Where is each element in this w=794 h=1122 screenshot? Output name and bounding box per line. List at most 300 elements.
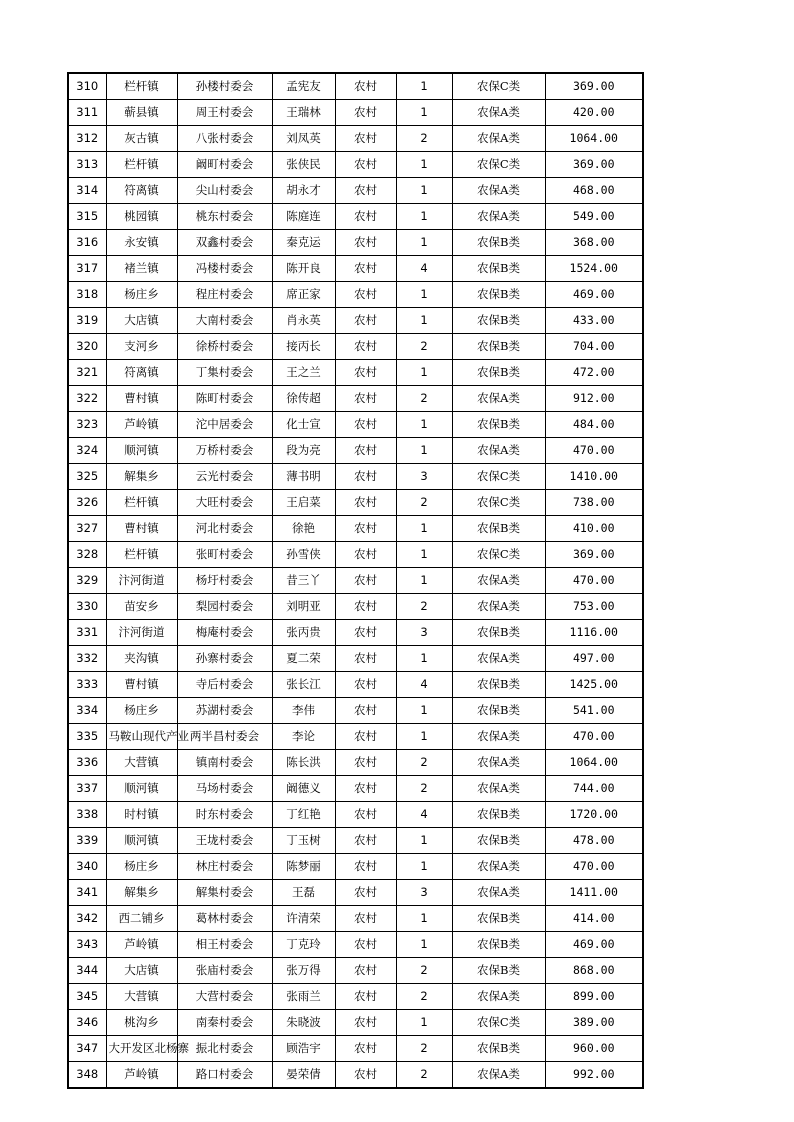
area-type-cell: 农村 (335, 308, 396, 334)
person-name-cell: 席正家 (272, 282, 335, 308)
person-name-cell: 阚德义 (272, 776, 335, 802)
table-row (68, 854, 643, 880)
area-type-cell: 农村 (335, 1036, 396, 1062)
town-cell: 大店镇 (106, 958, 177, 984)
household-count-cell: 4 (396, 672, 452, 698)
village-committee-cell: 林庄村委会 (177, 854, 272, 880)
village-committee-cell: 周王村委会 (177, 100, 272, 126)
person-name-cell: 段为亮 (272, 438, 335, 464)
amount-cell: 410.00 (545, 516, 643, 542)
table-row (68, 672, 643, 698)
insurance-category-cell: 农保A类 (452, 204, 545, 230)
village-committee-cell: 苏湖村委会 (177, 698, 272, 724)
table-row (68, 932, 643, 958)
area-type-cell: 农村 (335, 698, 396, 724)
amount-cell: 549.00 (545, 204, 643, 230)
area-type-cell: 农村 (335, 204, 396, 230)
amount-cell: 868.00 (545, 958, 643, 984)
insurance-category-cell: 农保B类 (452, 230, 545, 256)
table-row (68, 412, 643, 438)
insurance-category-cell: 农保A类 (452, 126, 545, 152)
insurance-category-cell: 农保B类 (452, 958, 545, 984)
household-count-cell: 2 (396, 1036, 452, 1062)
area-type-cell: 农村 (335, 256, 396, 282)
insurance-category-cell: 农保A类 (452, 776, 545, 802)
insurance-category-cell: 农保A类 (452, 880, 545, 906)
area-type-cell: 农村 (335, 178, 396, 204)
person-name-cell: 王磊 (272, 880, 335, 906)
row-number-cell: 329 (68, 568, 106, 594)
table-row (68, 334, 643, 360)
village-committee-cell: 时东村委会 (177, 802, 272, 828)
household-count-cell: 1 (396, 542, 452, 568)
village-committee-cell: 解集村委会 (177, 880, 272, 906)
table-row (68, 490, 643, 516)
table-row (68, 802, 643, 828)
amount-cell: 497.00 (545, 646, 643, 672)
amount-cell: 1116.00 (545, 620, 643, 646)
village-committee-cell: 河北村委会 (177, 516, 272, 542)
table-row (68, 698, 643, 724)
area-type-cell: 农村 (335, 672, 396, 698)
person-name-cell: 李论 (272, 724, 335, 750)
area-type-cell: 农村 (335, 646, 396, 672)
village-committee-cell: 徐桥村委会 (177, 334, 272, 360)
village-committee-cell: 桃东村委会 (177, 204, 272, 230)
household-count-cell: 1 (396, 906, 452, 932)
insurance-category-cell: 农保A类 (452, 438, 545, 464)
amount-cell: 753.00 (545, 594, 643, 620)
row-number-cell: 314 (68, 178, 106, 204)
area-type-cell: 农村 (335, 880, 396, 906)
amount-cell: 470.00 (545, 568, 643, 594)
town-cell: 马鞍山现代产业 (106, 724, 177, 750)
area-type-cell: 农村 (335, 282, 396, 308)
household-count-cell: 4 (396, 802, 452, 828)
village-committee-cell: 尖山村委会 (177, 178, 272, 204)
town-cell: 顺河镇 (106, 776, 177, 802)
person-name-cell: 陈庭连 (272, 204, 335, 230)
area-type-cell: 农村 (335, 958, 396, 984)
row-number-cell: 324 (68, 438, 106, 464)
table-row (68, 776, 643, 802)
table-row (68, 1010, 643, 1036)
table-row (68, 724, 643, 750)
insurance-category-cell: 农保A类 (452, 568, 545, 594)
household-count-cell: 4 (396, 256, 452, 282)
town-cell: 芦岭镇 (106, 932, 177, 958)
village-committee-cell: 云光村委会 (177, 464, 272, 490)
household-count-cell: 1 (396, 438, 452, 464)
amount-cell: 469.00 (545, 282, 643, 308)
town-cell: 栏杆镇 (106, 542, 177, 568)
table-row (68, 646, 643, 672)
amount-cell: 433.00 (545, 308, 643, 334)
row-number-cell: 330 (68, 594, 106, 620)
household-count-cell: 1 (396, 204, 452, 230)
person-name-cell: 刘凤英 (272, 126, 335, 152)
household-count-cell: 1 (396, 100, 452, 126)
household-count-cell: 1 (396, 516, 452, 542)
household-count-cell: 3 (396, 880, 452, 906)
person-name-cell: 张长江 (272, 672, 335, 698)
person-name-cell: 孟宪友 (272, 73, 335, 100)
person-name-cell: 接丙长 (272, 334, 335, 360)
household-count-cell: 1 (396, 282, 452, 308)
table-row (68, 464, 643, 490)
table-row (68, 178, 643, 204)
area-type-cell: 农村 (335, 932, 396, 958)
area-type-cell: 农村 (335, 100, 396, 126)
table-row (68, 620, 643, 646)
village-committee-cell: 陈町村委会 (177, 386, 272, 412)
household-count-cell: 1 (396, 568, 452, 594)
table-row (68, 438, 643, 464)
insurance-category-cell: 农保C类 (452, 152, 545, 178)
amount-cell: 468.00 (545, 178, 643, 204)
household-count-cell: 2 (396, 984, 452, 1010)
insurance-category-cell: 农保C类 (452, 464, 545, 490)
insurance-category-cell: 农保A类 (452, 1062, 545, 1089)
table-row (68, 73, 643, 100)
person-name-cell: 丁红艳 (272, 802, 335, 828)
person-name-cell: 胡永才 (272, 178, 335, 204)
amount-cell: 960.00 (545, 1036, 643, 1062)
table-row (68, 594, 643, 620)
amount-cell: 1720.00 (545, 802, 643, 828)
town-cell: 杨庄乡 (106, 282, 177, 308)
area-type-cell: 农村 (335, 1062, 396, 1089)
town-cell: 栏杆镇 (106, 152, 177, 178)
row-number-cell: 338 (68, 802, 106, 828)
town-cell: 顺河镇 (106, 438, 177, 464)
amount-cell: 912.00 (545, 386, 643, 412)
insurance-category-cell: 农保B类 (452, 932, 545, 958)
person-name-cell: 李伟 (272, 698, 335, 724)
person-name-cell: 夏二荣 (272, 646, 335, 672)
village-committee-cell: 振北村委会 (177, 1036, 272, 1062)
town-cell: 大营镇 (106, 750, 177, 776)
household-count-cell: 1 (396, 73, 452, 100)
village-committee-cell: 孙楼村委会 (177, 73, 272, 100)
insurance-category-cell: 农保B类 (452, 360, 545, 386)
household-count-cell: 1 (396, 178, 452, 204)
insurance-category-cell: 农保B类 (452, 1036, 545, 1062)
household-count-cell: 2 (396, 776, 452, 802)
insurance-category-cell: 农保B类 (452, 282, 545, 308)
insurance-category-cell: 农保B类 (452, 256, 545, 282)
insurance-category-cell: 农保A类 (452, 724, 545, 750)
amount-cell: 478.00 (545, 828, 643, 854)
village-committee-cell: 丁集村委会 (177, 360, 272, 386)
table-row (68, 568, 643, 594)
town-cell: 曹村镇 (106, 386, 177, 412)
row-number-cell: 312 (68, 126, 106, 152)
village-committee-cell: 冯楼村委会 (177, 256, 272, 282)
row-number-cell: 313 (68, 152, 106, 178)
person-name-cell: 顾浩宇 (272, 1036, 335, 1062)
town-cell: 桃园镇 (106, 204, 177, 230)
amount-cell: 1524.00 (545, 256, 643, 282)
household-count-cell: 2 (396, 334, 452, 360)
household-count-cell: 3 (396, 620, 452, 646)
village-committee-cell: 杨圩村委会 (177, 568, 272, 594)
insurance-category-cell: 农保A类 (452, 984, 545, 1010)
household-count-cell: 1 (396, 152, 452, 178)
insurance-category-cell: 农保C类 (452, 73, 545, 100)
person-name-cell: 徐艳 (272, 516, 335, 542)
town-cell: 栏杆镇 (106, 490, 177, 516)
insurance-category-cell: 农保A类 (452, 646, 545, 672)
person-name-cell: 薄书明 (272, 464, 335, 490)
town-cell: 符离镇 (106, 360, 177, 386)
village-committee-cell: 路口村委会 (177, 1062, 272, 1089)
row-number-cell: 336 (68, 750, 106, 776)
household-count-cell: 2 (396, 750, 452, 776)
amount-cell: 469.00 (545, 932, 643, 958)
records-table (67, 72, 644, 1089)
town-cell: 芦岭镇 (106, 1062, 177, 1089)
row-number-cell: 335 (68, 724, 106, 750)
amount-cell: 1425.00 (545, 672, 643, 698)
row-number-cell: 342 (68, 906, 106, 932)
amount-cell: 738.00 (545, 490, 643, 516)
village-committee-cell: 沱中居委会 (177, 412, 272, 438)
household-count-cell: 1 (396, 308, 452, 334)
village-committee-cell: 葛林村委会 (177, 906, 272, 932)
area-type-cell: 农村 (335, 906, 396, 932)
town-cell: 时村镇 (106, 802, 177, 828)
row-number-cell: 346 (68, 1010, 106, 1036)
amount-cell: 704.00 (545, 334, 643, 360)
village-committee-cell: 阚町村委会 (177, 152, 272, 178)
village-committee-cell: 大旺村委会 (177, 490, 272, 516)
person-name-cell: 秦克运 (272, 230, 335, 256)
row-number-cell: 343 (68, 932, 106, 958)
household-count-cell: 1 (396, 698, 452, 724)
village-committee-cell: 南秦村委会 (177, 1010, 272, 1036)
area-type-cell: 农村 (335, 1010, 396, 1036)
village-committee-cell: 寺后村委会 (177, 672, 272, 698)
town-cell: 栏杆镇 (106, 73, 177, 100)
village-committee-cell: 大营村委会 (177, 984, 272, 1010)
person-name-cell: 徐传超 (272, 386, 335, 412)
village-committee-cell: 八张村委会 (177, 126, 272, 152)
area-type-cell: 农村 (335, 412, 396, 438)
village-committee-cell: 镇南村委会 (177, 750, 272, 776)
records-table-body (68, 73, 643, 1088)
household-count-cell: 1 (396, 230, 452, 256)
table-row (68, 152, 643, 178)
person-name-cell: 陈开良 (272, 256, 335, 282)
insurance-category-cell: 农保B类 (452, 516, 545, 542)
area-type-cell: 农村 (335, 594, 396, 620)
amount-cell: 1064.00 (545, 750, 643, 776)
household-count-cell: 2 (396, 1062, 452, 1089)
amount-cell: 470.00 (545, 854, 643, 880)
area-type-cell: 农村 (335, 490, 396, 516)
town-cell: 符离镇 (106, 178, 177, 204)
person-name-cell: 孙雪侠 (272, 542, 335, 568)
row-number-cell: 311 (68, 100, 106, 126)
insurance-category-cell: 农保B类 (452, 906, 545, 932)
insurance-category-cell: 农保B类 (452, 672, 545, 698)
area-type-cell: 农村 (335, 854, 396, 880)
insurance-category-cell: 农保A类 (452, 750, 545, 776)
area-type-cell: 农村 (335, 386, 396, 412)
person-name-cell: 王之兰 (272, 360, 335, 386)
household-count-cell: 3 (396, 464, 452, 490)
household-count-cell: 1 (396, 1010, 452, 1036)
area-type-cell: 农村 (335, 776, 396, 802)
town-cell: 灰古镇 (106, 126, 177, 152)
person-name-cell: 昔三丫 (272, 568, 335, 594)
town-cell: 杨庄乡 (106, 698, 177, 724)
row-number-cell: 318 (68, 282, 106, 308)
insurance-category-cell: 农保B类 (452, 308, 545, 334)
amount-cell: 744.00 (545, 776, 643, 802)
person-name-cell: 许清荣 (272, 906, 335, 932)
village-committee-cell: 梨园村委会 (177, 594, 272, 620)
row-number-cell: 322 (68, 386, 106, 412)
row-number-cell: 340 (68, 854, 106, 880)
table-row (68, 282, 643, 308)
row-number-cell: 345 (68, 984, 106, 1010)
amount-cell: 389.00 (545, 1010, 643, 1036)
town-cell: 汴河街道 (106, 568, 177, 594)
person-name-cell: 晏荣倩 (272, 1062, 335, 1089)
area-type-cell: 农村 (335, 620, 396, 646)
amount-cell: 992.00 (545, 1062, 643, 1089)
household-count-cell: 1 (396, 724, 452, 750)
town-cell: 永安镇 (106, 230, 177, 256)
village-committee-cell: 张庙村委会 (177, 958, 272, 984)
insurance-category-cell: 农保A类 (452, 100, 545, 126)
amount-cell: 1064.00 (545, 126, 643, 152)
village-committee-cell: 王垅村委会 (177, 828, 272, 854)
amount-cell: 368.00 (545, 230, 643, 256)
town-cell: 苗安乡 (106, 594, 177, 620)
row-number-cell: 310 (68, 73, 106, 100)
row-number-cell: 348 (68, 1062, 106, 1089)
insurance-category-cell: 农保A类 (452, 594, 545, 620)
person-name-cell: 丁玉树 (272, 828, 335, 854)
table-row (68, 126, 643, 152)
insurance-category-cell: 农保A类 (452, 178, 545, 204)
household-count-cell: 2 (396, 126, 452, 152)
amount-cell: 369.00 (545, 152, 643, 178)
table-row (68, 230, 643, 256)
table-row (68, 1036, 643, 1062)
area-type-cell: 农村 (335, 750, 396, 776)
table-row (68, 750, 643, 776)
person-name-cell: 陈长洪 (272, 750, 335, 776)
town-cell: 顺河镇 (106, 828, 177, 854)
amount-cell: 472.00 (545, 360, 643, 386)
town-cell: 杨庄乡 (106, 854, 177, 880)
household-count-cell: 2 (396, 594, 452, 620)
row-number-cell: 323 (68, 412, 106, 438)
row-number-cell: 332 (68, 646, 106, 672)
amount-cell: 414.00 (545, 906, 643, 932)
row-number-cell: 326 (68, 490, 106, 516)
table-row (68, 360, 643, 386)
area-type-cell: 农村 (335, 230, 396, 256)
household-count-cell: 1 (396, 360, 452, 386)
table-row (68, 880, 643, 906)
insurance-category-cell: 农保B类 (452, 828, 545, 854)
amount-cell: 369.00 (545, 73, 643, 100)
amount-cell: 899.00 (545, 984, 643, 1010)
table-row (68, 386, 643, 412)
town-cell: 夹沟镇 (106, 646, 177, 672)
town-cell: 汴河街道 (106, 620, 177, 646)
table-row (68, 100, 643, 126)
row-number-cell: 341 (68, 880, 106, 906)
insurance-category-cell: 农保B类 (452, 620, 545, 646)
village-committee-cell: 两半昌村委会 (177, 724, 272, 750)
row-number-cell: 334 (68, 698, 106, 724)
table-row (68, 1062, 643, 1089)
row-number-cell: 316 (68, 230, 106, 256)
area-type-cell: 农村 (335, 828, 396, 854)
village-committee-cell: 双鑫村委会 (177, 230, 272, 256)
person-name-cell: 张雨兰 (272, 984, 335, 1010)
insurance-category-cell: 农保A类 (452, 386, 545, 412)
person-name-cell: 丁克玲 (272, 932, 335, 958)
village-committee-cell: 相王村委会 (177, 932, 272, 958)
row-number-cell: 315 (68, 204, 106, 230)
person-name-cell: 张万得 (272, 958, 335, 984)
household-count-cell: 1 (396, 828, 452, 854)
person-name-cell: 张侠民 (272, 152, 335, 178)
table-row (68, 984, 643, 1010)
town-cell: 褚兰镇 (106, 256, 177, 282)
person-name-cell: 陈梦丽 (272, 854, 335, 880)
area-type-cell: 农村 (335, 516, 396, 542)
row-number-cell: 327 (68, 516, 106, 542)
person-name-cell: 化士宣 (272, 412, 335, 438)
area-type-cell: 农村 (335, 126, 396, 152)
person-name-cell: 肖永英 (272, 308, 335, 334)
area-type-cell: 农村 (335, 802, 396, 828)
table-row (68, 308, 643, 334)
town-cell: 支河乡 (106, 334, 177, 360)
person-name-cell: 王启菜 (272, 490, 335, 516)
amount-cell: 1411.00 (545, 880, 643, 906)
town-cell: 大营镇 (106, 984, 177, 1010)
row-number-cell: 319 (68, 308, 106, 334)
village-committee-cell: 大南村委会 (177, 308, 272, 334)
insurance-category-cell: 农保B类 (452, 334, 545, 360)
table-row (68, 516, 643, 542)
amount-cell: 484.00 (545, 412, 643, 438)
household-count-cell: 1 (396, 412, 452, 438)
row-number-cell: 331 (68, 620, 106, 646)
area-type-cell: 农村 (335, 334, 396, 360)
amount-cell: 1410.00 (545, 464, 643, 490)
town-cell: 解集乡 (106, 880, 177, 906)
table-row (68, 958, 643, 984)
area-type-cell: 农村 (335, 542, 396, 568)
household-count-cell: 1 (396, 854, 452, 880)
row-number-cell: 317 (68, 256, 106, 282)
area-type-cell: 农村 (335, 360, 396, 386)
row-number-cell: 333 (68, 672, 106, 698)
town-cell: 曹村镇 (106, 672, 177, 698)
table-row (68, 256, 643, 282)
town-cell: 大店镇 (106, 308, 177, 334)
